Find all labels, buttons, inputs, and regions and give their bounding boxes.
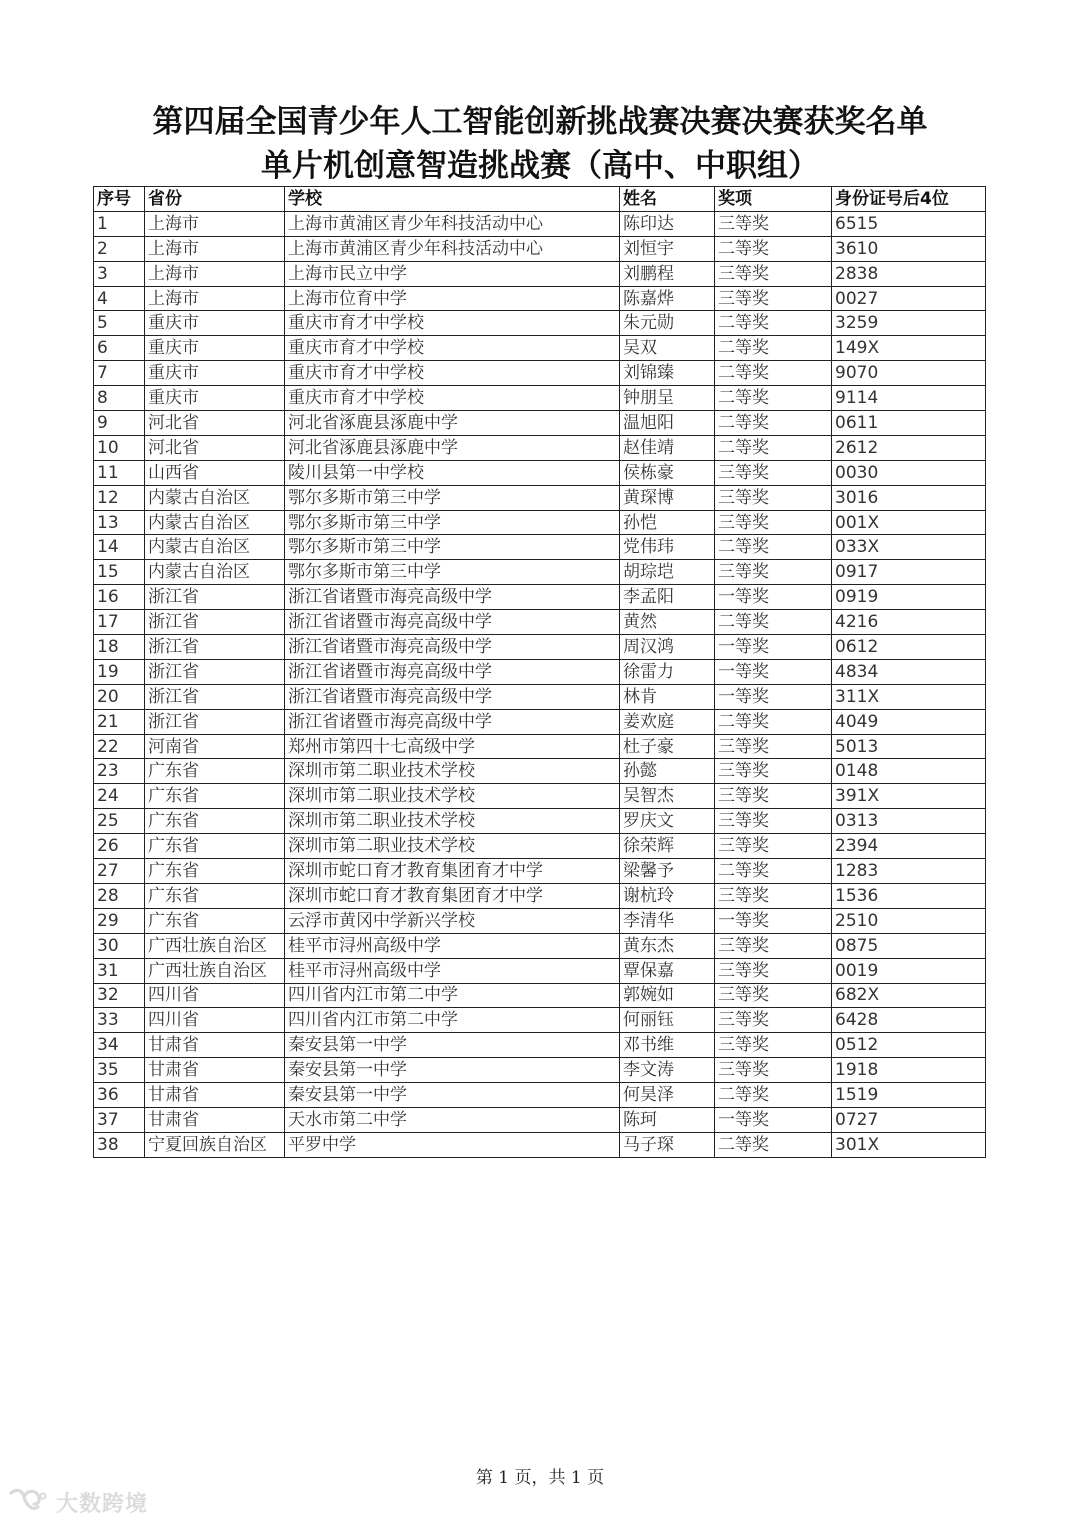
- cell-name: 徐雷力: [620, 659, 715, 684]
- cell-award: 三等奖: [715, 958, 832, 983]
- table-row: [94, 759, 986, 784]
- cell-id-last4: 391X: [832, 784, 986, 809]
- cell-school: 河北省涿鹿县涿鹿中学: [285, 435, 620, 460]
- cell-id-last4: 2612: [832, 435, 986, 460]
- cell-id-last4: 2838: [832, 261, 986, 286]
- cell-id-last4: 3610: [832, 236, 986, 261]
- table-row: [94, 883, 986, 908]
- cell-id-last4: 5013: [832, 734, 986, 759]
- cell-province: 四川省: [145, 1008, 285, 1033]
- cell-school: 鄂尔多斯市第三中学: [285, 560, 620, 585]
- table-row: [94, 958, 986, 983]
- table-row: [94, 311, 986, 336]
- cell-id-last4: 0727: [832, 1107, 986, 1132]
- table-row: [94, 1083, 986, 1108]
- table-row: [94, 361, 986, 386]
- table-row: [94, 859, 986, 884]
- cell-province: 河南省: [145, 734, 285, 759]
- table-row: [94, 211, 986, 236]
- cell-province: 甘肃省: [145, 1058, 285, 1083]
- cell-name: 胡琮垲: [620, 560, 715, 585]
- cell-award: 三等奖: [715, 784, 832, 809]
- cell-school: 浙江省诸暨市海亮高级中学: [285, 709, 620, 734]
- cell-id-last4: 0875: [832, 933, 986, 958]
- cell-province: 甘肃省: [145, 1107, 285, 1132]
- header-number: 序号: [94, 187, 145, 212]
- cell-number: 36: [94, 1083, 145, 1108]
- cell-award: 三等奖: [715, 261, 832, 286]
- cell-school: 深圳市第二职业技术学校: [285, 759, 620, 784]
- cell-province: 浙江省: [145, 659, 285, 684]
- cell-school: 河北省涿鹿县涿鹿中学: [285, 411, 620, 436]
- cell-name: 梁馨予: [620, 859, 715, 884]
- cell-id-last4: 4834: [832, 659, 986, 684]
- header-award: 奖项: [715, 187, 832, 212]
- cell-number: 16: [94, 585, 145, 610]
- table-row: [94, 236, 986, 261]
- cell-school: 鄂尔多斯市第三中学: [285, 535, 620, 560]
- cell-award: 二等奖: [715, 1132, 832, 1157]
- table-row: [94, 784, 986, 809]
- cell-award: 三等奖: [715, 485, 832, 510]
- cell-province: 广东省: [145, 809, 285, 834]
- cell-school: 陵川县第一中学校: [285, 460, 620, 485]
- cell-number: 22: [94, 734, 145, 759]
- cell-award: 一等奖: [715, 908, 832, 933]
- cell-number: 31: [94, 958, 145, 983]
- cell-number: 30: [94, 933, 145, 958]
- cell-id-last4: 0148: [832, 759, 986, 784]
- cell-province: 甘肃省: [145, 1083, 285, 1108]
- cell-name: 赵佳靖: [620, 435, 715, 460]
- cell-award: 三等奖: [715, 809, 832, 834]
- cell-award: 三等奖: [715, 286, 832, 311]
- cell-province: 山西省: [145, 460, 285, 485]
- cell-award: 三等奖: [715, 211, 832, 236]
- cell-award: 二等奖: [715, 535, 832, 560]
- cell-id-last4: 682X: [832, 983, 986, 1008]
- table-row: [94, 435, 986, 460]
- cell-school: 鄂尔多斯市第三中学: [285, 510, 620, 535]
- cell-id-last4: 1918: [832, 1058, 986, 1083]
- cell-school: 平罗中学: [285, 1132, 620, 1157]
- cell-province: 浙江省: [145, 610, 285, 635]
- cell-province: 内蒙古自治区: [145, 560, 285, 585]
- cell-school: 重庆市育才中学校: [285, 361, 620, 386]
- cell-school: 浙江省诸暨市海亮高级中学: [285, 635, 620, 660]
- cell-award: 一等奖: [715, 585, 832, 610]
- table-row: [94, 834, 986, 859]
- cell-province: 重庆市: [145, 361, 285, 386]
- table-row: [94, 261, 986, 286]
- cell-id-last4: 6515: [832, 211, 986, 236]
- cell-id-last4: 311X: [832, 684, 986, 709]
- cell-id-last4: 9070: [832, 361, 986, 386]
- cell-award: 二等奖: [715, 859, 832, 884]
- table-row: [94, 510, 986, 535]
- cell-award: 二等奖: [715, 435, 832, 460]
- cell-school: 深圳市第二职业技术学校: [285, 834, 620, 859]
- table-row: [94, 709, 986, 734]
- cell-province: 广东省: [145, 859, 285, 884]
- cell-school: 浙江省诸暨市海亮高级中学: [285, 659, 620, 684]
- cell-number: 10: [94, 435, 145, 460]
- table-row: [94, 734, 986, 759]
- cell-school: 桂平市浔州高级中学: [285, 958, 620, 983]
- cell-id-last4: 3259: [832, 311, 986, 336]
- cell-name: 李孟阳: [620, 585, 715, 610]
- cell-number: 37: [94, 1107, 145, 1132]
- cell-name: 孙恺: [620, 510, 715, 535]
- cell-name: 刘锦臻: [620, 361, 715, 386]
- cell-name: 吴双: [620, 336, 715, 361]
- awards-table: [93, 186, 986, 1158]
- table-row: [94, 908, 986, 933]
- cell-number: 12: [94, 485, 145, 510]
- cell-name: 李清华: [620, 908, 715, 933]
- cell-name: 刘恒宇: [620, 236, 715, 261]
- cell-number: 5: [94, 311, 145, 336]
- cell-province: 上海市: [145, 236, 285, 261]
- cell-school: 重庆市育才中学校: [285, 311, 620, 336]
- header-province: 省份: [145, 187, 285, 212]
- cell-number: 34: [94, 1033, 145, 1058]
- cell-number: 18: [94, 635, 145, 660]
- cell-id-last4: 0030: [832, 460, 986, 485]
- cell-award: 三等奖: [715, 560, 832, 585]
- cell-number: 13: [94, 510, 145, 535]
- header-name: 姓名: [620, 187, 715, 212]
- cell-id-last4: 4216: [832, 610, 986, 635]
- table-row: [94, 933, 986, 958]
- table-row: [94, 659, 986, 684]
- watermark: [8, 1485, 148, 1519]
- cell-award: 三等奖: [715, 983, 832, 1008]
- cell-school: 浙江省诸暨市海亮高级中学: [285, 610, 620, 635]
- cell-school: 鄂尔多斯市第三中学: [285, 485, 620, 510]
- cell-award: 二等奖: [715, 361, 832, 386]
- cell-province: 浙江省: [145, 709, 285, 734]
- table-row: [94, 411, 986, 436]
- cell-name: 侯栋豪: [620, 460, 715, 485]
- cell-award: 三等奖: [715, 834, 832, 859]
- cell-province: 内蒙古自治区: [145, 510, 285, 535]
- cell-name: 周汉鸿: [620, 635, 715, 660]
- cell-id-last4: 1519: [832, 1083, 986, 1108]
- cell-province: 广东省: [145, 784, 285, 809]
- cell-id-last4: 0027: [832, 286, 986, 311]
- cell-province: 河北省: [145, 411, 285, 436]
- cell-school: 天水市第二中学: [285, 1107, 620, 1132]
- table-body: [94, 211, 986, 1157]
- cell-school: 重庆市育才中学校: [285, 386, 620, 411]
- cell-name: 陈珂: [620, 1107, 715, 1132]
- cell-province: 广西壮族自治区: [145, 933, 285, 958]
- cell-province: 内蒙古自治区: [145, 535, 285, 560]
- table-row: [94, 1033, 986, 1058]
- cell-award: 三等奖: [715, 460, 832, 485]
- cell-province: 广东省: [145, 759, 285, 784]
- cell-award: 二等奖: [715, 709, 832, 734]
- cell-number: 35: [94, 1058, 145, 1083]
- watermark-text: 大数跨境: [56, 1491, 149, 1517]
- cell-name: 姜欢庭: [620, 709, 715, 734]
- cell-number: 8: [94, 386, 145, 411]
- cell-name: 黄琛博: [620, 485, 715, 510]
- cell-province: 河北省: [145, 435, 285, 460]
- cell-school: 上海市民立中学: [285, 261, 620, 286]
- cell-school: 深圳市第二职业技术学校: [285, 784, 620, 809]
- table-row: [94, 336, 986, 361]
- cell-award: 二等奖: [715, 610, 832, 635]
- cell-name: 孙懿: [620, 759, 715, 784]
- cell-school: 浙江省诸暨市海亮高级中学: [285, 684, 620, 709]
- cell-number: 3: [94, 261, 145, 286]
- cell-province: 广东省: [145, 883, 285, 908]
- table-row: [94, 560, 986, 585]
- cell-number: 19: [94, 659, 145, 684]
- cell-id-last4: 033X: [832, 535, 986, 560]
- table-row: [94, 460, 986, 485]
- cell-name: 陈嘉烨: [620, 286, 715, 311]
- cell-province: 四川省: [145, 983, 285, 1008]
- table-row: [94, 1107, 986, 1132]
- document-title: 第四届全国青少年人工智能创新挑战赛决赛决赛获奖名单: [152, 104, 928, 140]
- cell-province: 重庆市: [145, 386, 285, 411]
- cell-id-last4: 0512: [832, 1033, 986, 1058]
- table-row: [94, 809, 986, 834]
- cell-number: 6: [94, 336, 145, 361]
- header-id-last4: 身份证号后4位: [832, 187, 986, 212]
- cell-school: 秦安县第一中学: [285, 1083, 620, 1108]
- cell-award: 二等奖: [715, 1083, 832, 1108]
- cell-number: 38: [94, 1132, 145, 1157]
- cell-number: 33: [94, 1008, 145, 1033]
- table-row: [94, 983, 986, 1008]
- cell-number: 23: [94, 759, 145, 784]
- cell-province: 上海市: [145, 211, 285, 236]
- table-row: [94, 1132, 986, 1157]
- cell-name: 黄东杰: [620, 933, 715, 958]
- cell-award: 二等奖: [715, 236, 832, 261]
- cell-number: 9: [94, 411, 145, 436]
- cell-name: 马子琛: [620, 1132, 715, 1157]
- cell-number: 4: [94, 286, 145, 311]
- cell-name: 杜子豪: [620, 734, 715, 759]
- cell-id-last4: 0019: [832, 958, 986, 983]
- cell-award: 二等奖: [715, 411, 832, 436]
- cell-number: 26: [94, 834, 145, 859]
- cell-award: 三等奖: [715, 1008, 832, 1033]
- cell-award: 三等奖: [715, 759, 832, 784]
- document-subtitle: 单片机创意智造挑战赛（高中、中职组）: [261, 148, 819, 184]
- cell-school: 深圳市第二职业技术学校: [285, 809, 620, 834]
- table-row: [94, 684, 986, 709]
- table-row: [94, 286, 986, 311]
- cell-school: 秦安县第一中学: [285, 1058, 620, 1083]
- cell-name: 李文涛: [620, 1058, 715, 1083]
- cell-province: 广东省: [145, 834, 285, 859]
- cell-id-last4: 149X: [832, 336, 986, 361]
- cell-id-last4: 0612: [832, 635, 986, 660]
- cell-number: 11: [94, 460, 145, 485]
- table-header-row: [94, 187, 986, 212]
- cell-award: 二等奖: [715, 336, 832, 361]
- cell-school: 浙江省诸暨市海亮高级中学: [285, 585, 620, 610]
- cell-id-last4: 0917: [832, 560, 986, 585]
- cell-award: 一等奖: [715, 684, 832, 709]
- cell-award: 三等奖: [715, 1058, 832, 1083]
- cell-name: 黄然: [620, 610, 715, 635]
- cell-number: 7: [94, 361, 145, 386]
- cell-award: 三等奖: [715, 883, 832, 908]
- cell-name: 何昊泽: [620, 1083, 715, 1108]
- cell-number: 21: [94, 709, 145, 734]
- cell-school: 四川省内江市第二中学: [285, 1008, 620, 1033]
- cell-award: 二等奖: [715, 386, 832, 411]
- cell-province: 重庆市: [145, 336, 285, 361]
- cell-award: 三等奖: [715, 933, 832, 958]
- cell-id-last4: 6428: [832, 1008, 986, 1033]
- cell-name: 党伟玮: [620, 535, 715, 560]
- cell-name: 覃保嘉: [620, 958, 715, 983]
- cell-award: 一等奖: [715, 1107, 832, 1132]
- cell-id-last4: 1283: [832, 859, 986, 884]
- cell-name: 罗庆文: [620, 809, 715, 834]
- cell-number: 29: [94, 908, 145, 933]
- cell-province: 内蒙古自治区: [145, 485, 285, 510]
- cell-school: 上海市黄浦区青少年科技活动中心: [285, 211, 620, 236]
- cell-award: 三等奖: [715, 1033, 832, 1058]
- cell-id-last4: 0919: [832, 585, 986, 610]
- cell-id-last4: 2510: [832, 908, 986, 933]
- cell-school: 秦安县第一中学: [285, 1033, 620, 1058]
- cell-name: 林肯: [620, 684, 715, 709]
- cell-award: 一等奖: [715, 635, 832, 660]
- cell-name: 郭婉如: [620, 983, 715, 1008]
- cell-id-last4: 0313: [832, 809, 986, 834]
- cell-id-last4: 001X: [832, 510, 986, 535]
- cell-province: 上海市: [145, 261, 285, 286]
- table-row: [94, 485, 986, 510]
- wechat-channel-logo-icon: [8, 1487, 48, 1517]
- cell-id-last4: 3016: [832, 485, 986, 510]
- cell-number: 24: [94, 784, 145, 809]
- cell-number: 17: [94, 610, 145, 635]
- cell-name: 邓书维: [620, 1033, 715, 1058]
- cell-province: 浙江省: [145, 585, 285, 610]
- cell-award: 三等奖: [715, 510, 832, 535]
- cell-province: 广东省: [145, 908, 285, 933]
- cell-name: 温旭阳: [620, 411, 715, 436]
- cell-name: 陈印达: [620, 211, 715, 236]
- cell-school: 郑州市第四十七高级中学: [285, 734, 620, 759]
- cell-school: 上海市黄浦区青少年科技活动中心: [285, 236, 620, 261]
- cell-province: 甘肃省: [145, 1033, 285, 1058]
- cell-province: 广西壮族自治区: [145, 958, 285, 983]
- cell-number: 25: [94, 809, 145, 834]
- cell-id-last4: 0611: [832, 411, 986, 436]
- cell-school: 四川省内江市第二中学: [285, 983, 620, 1008]
- table-row: [94, 386, 986, 411]
- cell-number: 32: [94, 983, 145, 1008]
- cell-award: 二等奖: [715, 311, 832, 336]
- cell-number: 28: [94, 883, 145, 908]
- cell-school: 深圳市蛇口育才教育集团育才中学: [285, 859, 620, 884]
- cell-name: 朱元勋: [620, 311, 715, 336]
- cell-name: 钟朋呈: [620, 386, 715, 411]
- table-row: [94, 585, 986, 610]
- cell-name: 吴智杰: [620, 784, 715, 809]
- cell-number: 1: [94, 211, 145, 236]
- cell-province: 浙江省: [145, 635, 285, 660]
- cell-number: 14: [94, 535, 145, 560]
- cell-award: 一等奖: [715, 659, 832, 684]
- cell-school: 云浮市黄冈中学新兴学校: [285, 908, 620, 933]
- header-school: 学校: [285, 187, 620, 212]
- page-number: 第 1 页，共 1 页: [475, 1468, 605, 1488]
- table-row: [94, 635, 986, 660]
- cell-id-last4: 301X: [832, 1132, 986, 1157]
- table-row: [94, 610, 986, 635]
- cell-number: 20: [94, 684, 145, 709]
- table-row: [94, 1058, 986, 1083]
- cell-name: 徐荣辉: [620, 834, 715, 859]
- cell-number: 2: [94, 236, 145, 261]
- cell-name: 刘鹏程: [620, 261, 715, 286]
- cell-school: 深圳市蛇口育才教育集团育才中学: [285, 883, 620, 908]
- cell-province: 重庆市: [145, 311, 285, 336]
- cell-id-last4: 4049: [832, 709, 986, 734]
- cell-school: 上海市位育中学: [285, 286, 620, 311]
- cell-province: 宁夏回族自治区: [145, 1132, 285, 1157]
- cell-school: 重庆市育才中学校: [285, 336, 620, 361]
- cell-province: 上海市: [145, 286, 285, 311]
- table-row: [94, 1008, 986, 1033]
- cell-school: 桂平市浔州高级中学: [285, 933, 620, 958]
- cell-number: 27: [94, 859, 145, 884]
- cell-id-last4: 1536: [832, 883, 986, 908]
- cell-province: 浙江省: [145, 684, 285, 709]
- cell-name: 谢杭玲: [620, 883, 715, 908]
- cell-number: 15: [94, 560, 145, 585]
- cell-award: 三等奖: [715, 734, 832, 759]
- table-row: [94, 535, 986, 560]
- cell-id-last4: 2394: [832, 834, 986, 859]
- cell-name: 何丽钰: [620, 1008, 715, 1033]
- cell-id-last4: 9114: [832, 386, 986, 411]
